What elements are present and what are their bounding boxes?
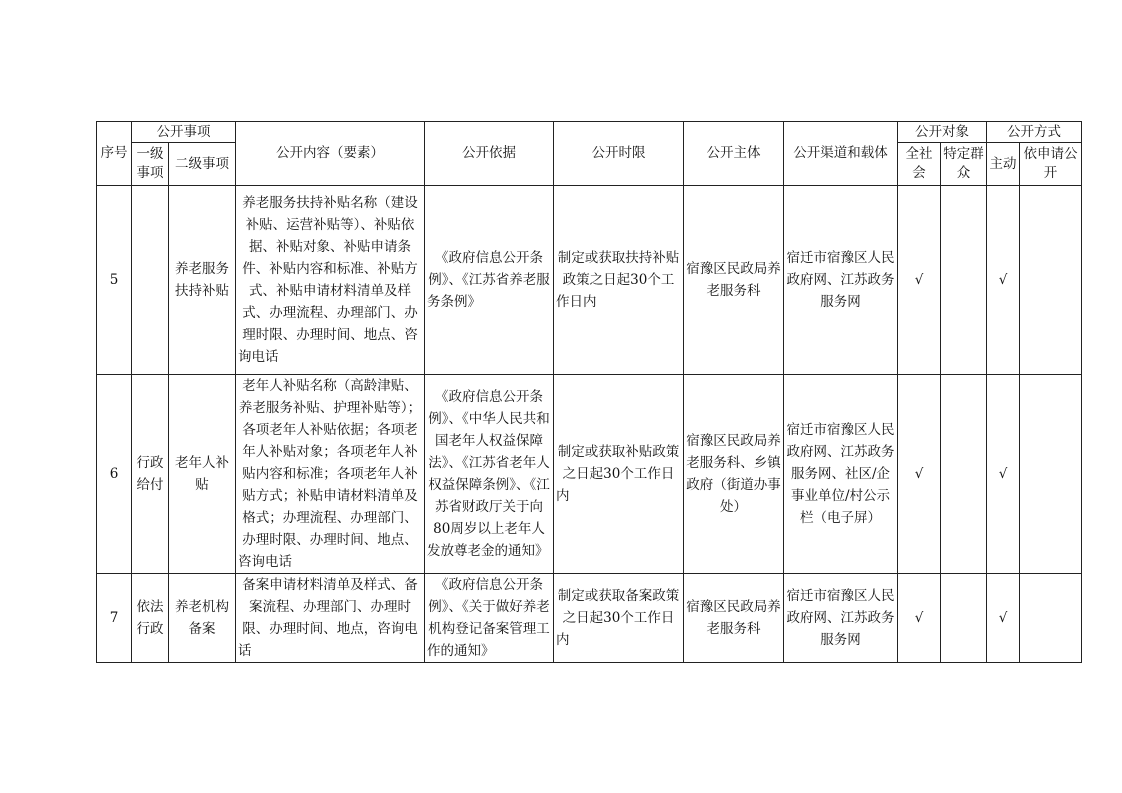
row-basis: 《政府信息公开条例》、《中华人民共和国老年人权益保障法》、《江苏省老年人权益保障条例》、《江苏省财政厅关于向80周岁以上老年人发放尊老金的通知》 [425,375,554,574]
row-level1 [132,186,169,375]
row-content: 养老服务扶持补贴名称（建设补贴、运营补贴等）、补贴依据、补贴对象、补贴申请条件、补贴内容和标准、补贴方式、补贴申请材料清单及样式、办理流程、办理部门、办理时限、办理时间、地点、咨询电话 [236,186,425,375]
row-level2: 养老机构备案 [169,574,236,663]
row-level2: 养老服务扶持补贴 [169,186,236,375]
row-content: 老年人补贴名称（高龄津贴、养老服务补贴、护理补贴等）；各项老年人补贴依据；各项老年人补贴对象；各项老年人补贴内容和标准；各项老年人补贴方式；补贴申请材料清单及格式；办理流程、办理部门、办理时限、办理时间、地点、咨询电话 [236,375,425,574]
row-specific-group-check [941,375,987,574]
row-basis: 《政府信息公开条例》、《关于做好养老机构登记备案管理工作的通知》 [425,574,554,663]
row-active-check: √ [987,375,1020,574]
row-whole-society-check: √ [898,375,941,574]
table-row [97,574,1082,663]
row-channel: 宿迁市宿豫区人民政府网、江苏政务服务网 [784,574,898,663]
row-channel: 宿迁市宿豫区人民政府网、江苏政务服务网、社区/企事业单位/村公示栏（电子屏） [784,375,898,574]
row-channel: 宿迁市宿豫区人民政府网、江苏政务服务网 [784,186,898,375]
row-whole-society-check: √ [898,186,941,375]
header-level2: 二级事项 [169,143,236,186]
row-time-limit: 制定或获取扶持补贴政策之日起30个工作日内 [554,186,684,375]
header-subject: 公开主体 [684,122,784,186]
row-basis: 《政府信息公开条例》、《江苏省养老服务条例》 [425,186,554,375]
row-active-check: √ [987,574,1020,663]
row-seq: 7 [97,574,132,663]
row-whole-society-check: √ [898,574,941,663]
header-channel: 公开渠道和载体 [784,122,898,186]
row-active-check: √ [987,186,1020,375]
row-subject: 宿豫区民政局养老服务科 [684,574,784,663]
row-subject: 宿豫区民政局养老服务科 [684,186,784,375]
row-level2: 老年人补贴 [169,375,236,574]
row-subject: 宿豫区民政局养老服务科、乡镇政府（街道办事处） [684,375,784,574]
row-time-limit: 制定或获取备案政策之日起30个工作日内 [554,574,684,663]
header-time-limit: 公开时限 [554,122,684,186]
row-on-request-check [1020,186,1082,375]
header-target-group: 公开对象 [898,122,987,143]
header-content: 公开内容（要素） [236,122,425,186]
row-seq: 5 [97,186,132,375]
header-basis: 公开依据 [425,122,554,186]
row-time-limit: 制定或获取补贴政策之日起30个工作日内 [554,375,684,574]
row-specific-group-check [941,186,987,375]
table-row [97,186,1082,375]
table-header [97,122,1082,186]
header-level1: 一级事项 [132,143,169,186]
table-body [97,186,1082,663]
header-whole-society: 全社会 [898,143,941,186]
table-row [97,375,1082,574]
row-specific-group-check [941,574,987,663]
header-specific-group: 特定群众 [941,143,987,186]
header-active: 主动 [987,143,1020,186]
row-level1: 依法行政 [132,574,169,663]
row-level1: 行政给付 [132,375,169,574]
row-content: 备案申请材料清单及样式、备案流程、办理部门、办理时限、办理时间、地点，咨询电话 [236,574,425,663]
header-item-group: 公开事项 [132,122,236,143]
header-on-request: 依申请公开 [1020,143,1082,186]
row-on-request-check [1020,574,1082,663]
disclosure-table [96,121,1082,663]
row-seq: 6 [97,375,132,574]
row-on-request-check [1020,375,1082,574]
header-seq: 序号 [97,122,132,186]
header-method-group: 公开方式 [987,122,1082,143]
